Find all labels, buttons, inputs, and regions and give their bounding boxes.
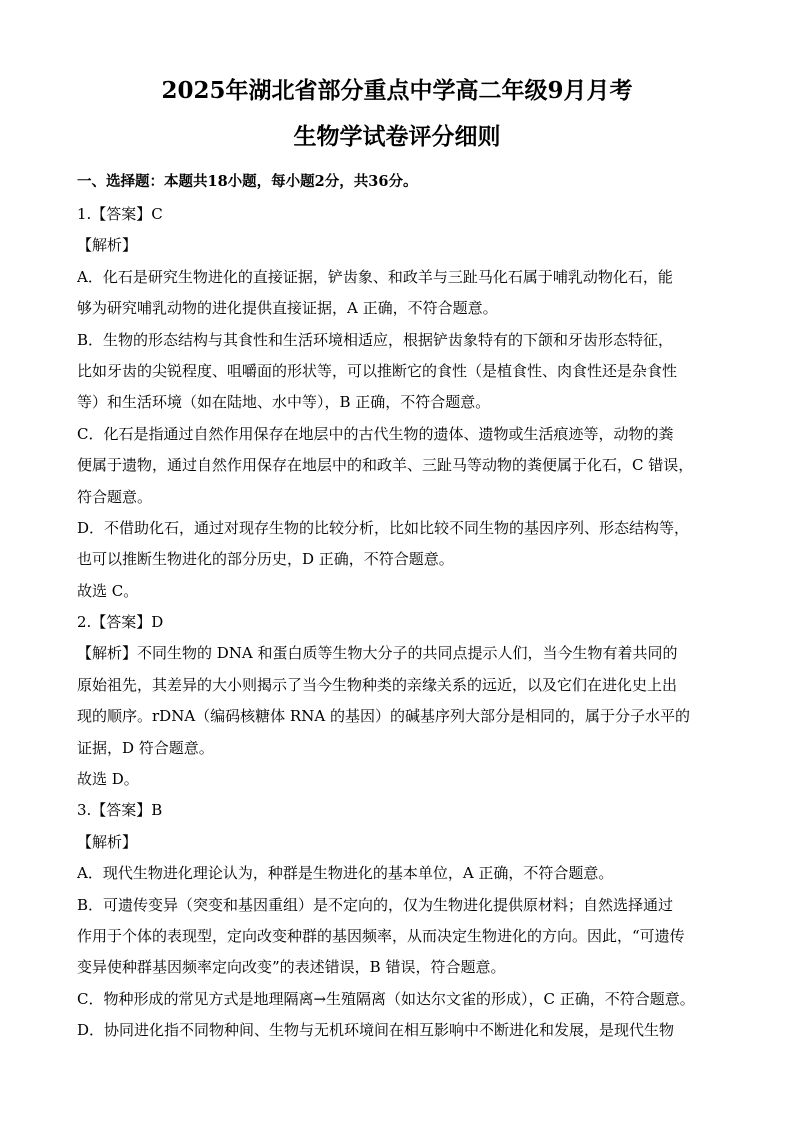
text-line: 作用于个体的表现型，定向改变种群的基因频率，从而决定生物进化的方向。因此，“可遗传	[77, 926, 685, 945]
text-line: A．化石是研究生物进化的直接证据，铲齿象、和政羊与三趾马化石属于哺乳动物化石，能	[77, 267, 673, 286]
text-line: 够为研究哺乳动物的进化提供直接证据，A 正确，不符合题意。	[77, 299, 498, 318]
text-line: B．生物的形态结构与其食性和生活环境相适应，根据铲齿象特有的下颌和牙齿形态特征，	[77, 330, 674, 349]
text-line: 便属于遗物，通过自然作用保存在地层中的和政羊、三趾马等动物的粪便属于化石，C 错误，	[77, 456, 694, 475]
text-line: 比如牙齿的尖锐程度、咀嚼面的形状等，可以推断它的食性（是植食性、肉食性还是杂食性	[77, 361, 678, 380]
text-line: 原始祖先，其差异的大小则揭示了当今生物种类的亲缘关系的远近，以及它们在进化史上出	[77, 675, 678, 694]
document-title: 2025年湖北省部分重点中学高二年级9月月考	[161, 77, 633, 104]
document-subtitle: 生物学试卷评分细则	[293, 123, 501, 150]
text-line: 故选 C。	[77, 581, 139, 600]
text-line: 3.【答案】B	[77, 801, 163, 820]
text-line: 符合题意。	[77, 487, 153, 506]
text-line: C．化石是指通过自然作用保存在地层中的古代生物的遗体、遗物或生活痕迹等，动物的粪	[77, 424, 674, 443]
text-line: A．现代生物进化理论认为，种群是生物进化的基本单位，A 正确，不符合题意。	[77, 864, 614, 883]
text-line: B．可遗传变异（突变和基因重组）是不定向的，仅为生物进化提供原材料；自然选择通过	[77, 895, 674, 914]
text-line: 故选 D。	[77, 770, 139, 789]
text-line: 变异使种群基因频率定向改变”的表述错误，B 错误，符合题意。	[77, 958, 506, 977]
text-line: 【解析】	[77, 236, 138, 255]
text-line: 【解析】	[77, 832, 138, 851]
text-line: D．协同进化指不同物种间、生物与无机环境间在相互影响中不断进化和发展，是现代生物	[77, 1021, 675, 1040]
text-line: 也可以推断生物进化的部分历史，D 正确，不符合题意。	[77, 550, 454, 569]
text-line: C．物种形成的常见方式是地理隔离→生殖隔离（如达尔文雀的形成），C 正确，不符合题意。	[77, 989, 695, 1008]
text-line: 证据，D 符合题意。	[77, 738, 214, 757]
text-line: 现的顺序。rDNA（编码核糖体 RNA 的基因）的碱基序列大部分是相同的，属于分子水平的	[77, 707, 690, 726]
text-line: 1.【答案】C	[77, 205, 163, 223]
text-line: 2.【答案】D	[77, 613, 164, 632]
section-heading: 一、选择题：本题共18小题，每小题2分，共36分。	[77, 173, 418, 190]
answer-explanations	[77, 199, 725, 1047]
text-line: 等）和生活环境（如在陆地、水中等），B 正确，不符合题意。	[77, 393, 491, 412]
text-line: D．不借助化石，通过对现存生物的比较分析，比如比较不同生物的基因序列、形态结构等，	[77, 518, 690, 537]
text-line: 【解析】不同生物的 DNA 和蛋白质等生物大分子的共同点提示人们，当今生物有着共同的	[77, 644, 678, 663]
